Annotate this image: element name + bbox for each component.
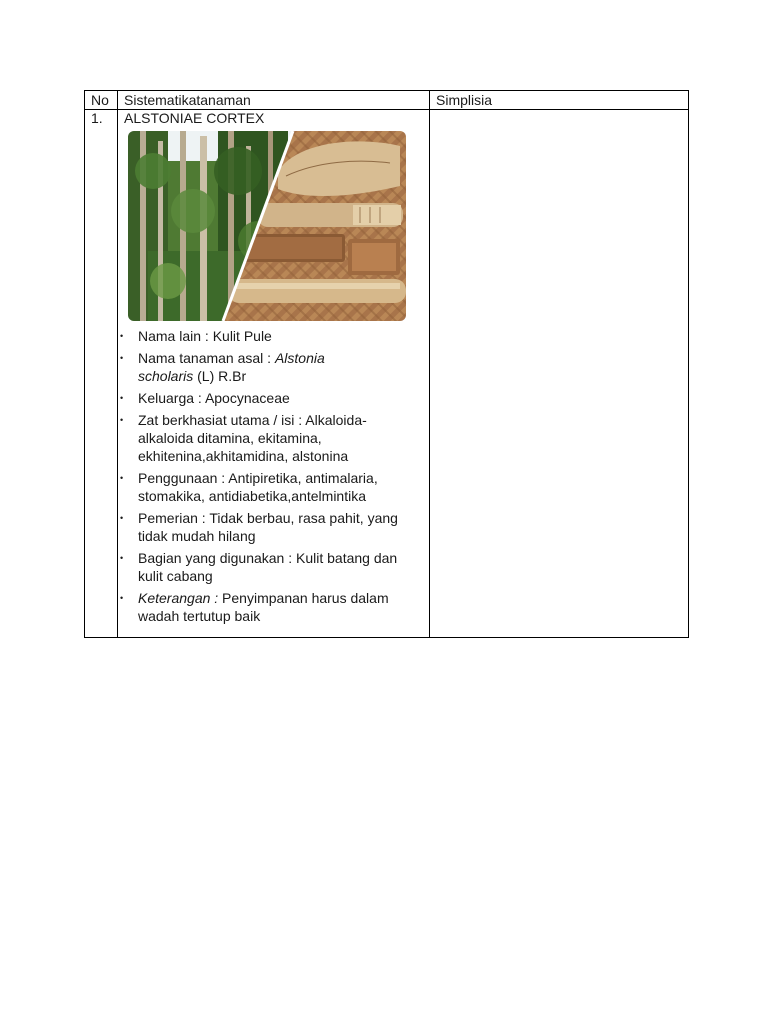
bullet-icon: •: [120, 415, 124, 425]
list-item: [120, 469, 429, 505]
nama-lain-text: Nama lain : Kulit Pule: [138, 328, 272, 344]
bullet-icon: •: [120, 473, 124, 483]
keterangan-line2: wadah tertutup baik: [138, 608, 261, 624]
header-no: No: [85, 91, 118, 110]
zat-line2: alkaloida ditamina, ekitamina,: [138, 430, 322, 446]
plant-title: ALSTONIAE CORTEX: [124, 110, 265, 126]
table-row: [85, 110, 689, 638]
simplisia-table: [84, 90, 689, 638]
nama-asal-prefix: Nama tanaman asal :: [138, 350, 275, 366]
list-item: [120, 509, 429, 545]
bullet-icon: •: [120, 553, 124, 563]
header-simplisia: Simplisia: [430, 91, 689, 110]
list-item: [120, 411, 429, 465]
keterangan-label: Keterangan :: [138, 590, 219, 606]
pemerian-line2: tidak mudah hilang: [138, 528, 256, 544]
list-item: [120, 589, 429, 625]
list-item: [120, 327, 429, 345]
bullet-icon: •: [120, 593, 124, 603]
nama-asal-species: scholaris: [138, 368, 194, 384]
keterangan-line1: Penyimpanan harus dalam: [218, 590, 389, 606]
simplisia-cell: [430, 110, 689, 638]
sistematika-cell: [118, 110, 430, 638]
bullet-icon: •: [120, 393, 124, 403]
table-header-row: [85, 91, 689, 110]
bullet-icon: •: [120, 353, 124, 363]
nama-asal-genus: Alstonia: [274, 350, 325, 366]
bagian-line1: Bagian yang digunakan : Kulit batang dan: [138, 550, 398, 566]
zat-line1: Zat berkhasiat utama / isi : Alkaloida-: [138, 412, 367, 428]
bagian-line2: kulit cabang: [138, 568, 213, 584]
bullet-icon: •: [120, 513, 124, 523]
plant-photo: [128, 131, 406, 321]
list-item: [120, 549, 429, 585]
plant-facts-list: [120, 327, 429, 625]
bullet-icon: •: [120, 331, 124, 341]
list-item: [120, 349, 429, 385]
penggunaan-line2: stomakika, antidiabetika,antelmintika: [138, 488, 367, 504]
zat-line3: ekhitenina,akhitamidina, alstonina: [138, 448, 349, 464]
nama-asal-suffix: (L) R.Br: [193, 368, 247, 384]
row-number: 1.: [85, 110, 118, 638]
pemerian-line1: Pemerian : Tidak berbau, rasa pahit, yang: [138, 510, 398, 526]
penggunaan-line1: Penggunaan : Antipiretika, antimalaria,: [138, 470, 378, 486]
keluarga-text: Keluarga : Apocynaceae: [138, 390, 290, 406]
header-sistematika: Sistematikatanaman: [118, 91, 430, 110]
list-item: [120, 389, 429, 407]
